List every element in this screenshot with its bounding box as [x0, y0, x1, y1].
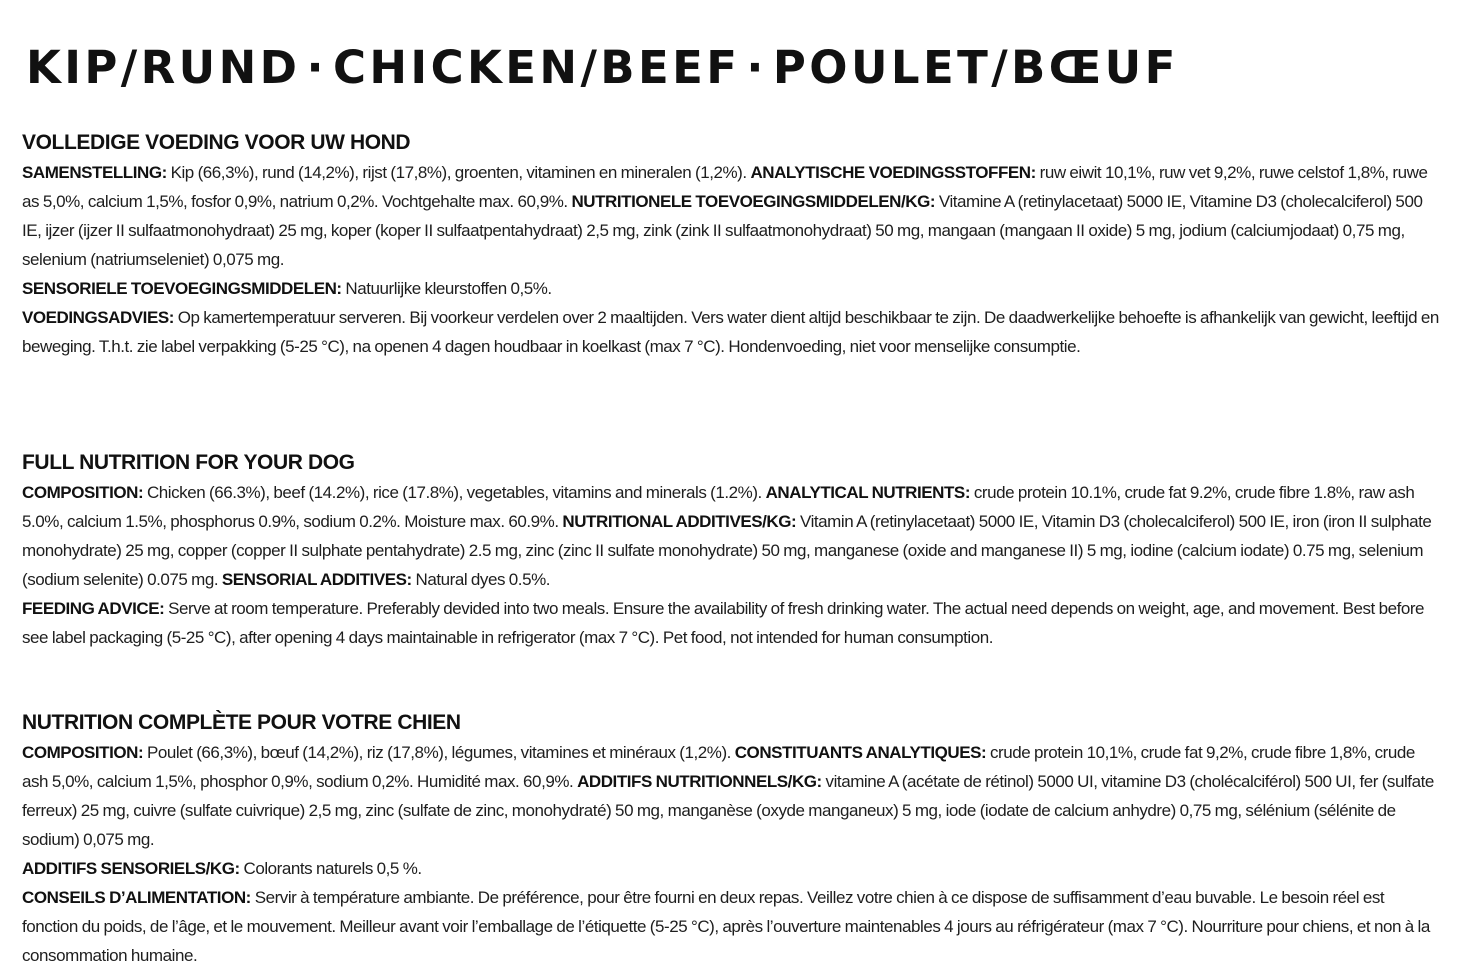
analytical-text: crude protein 10.1%, crude fat 9.2%, crude fibre 1.8%, raw ash 5.0%, calcium 1.5%, phosphorus 0.9%, sodium 0.2%. Moisture max. 60.9%.: [22, 483, 1415, 531]
advice-paragraph: [22, 594, 1442, 652]
composition-paragraph: [22, 158, 1442, 274]
advice-text: Op kamertemperatuur serveren. Bij voorkeur verdelen over 2 maaltijden. Vers water dient altijd beschikbaar te zijn. De daadwerkelijke behoefte is afhankelijk van gewicht, leeftijd en beweging. T.h.t. zie label verpakking (5-25 °C), na openen 4 dagen houdbaar in koelkast (max 7 °C). Hondenvoeding, niet voor menselijke consumptie.: [22, 308, 1439, 356]
composition-text: Poulet (66,3%), bœuf (14,2%), riz (17,8%), légumes, vitamines et minéraux (1,2%).: [146, 743, 731, 762]
advice-paragraph: [22, 303, 1442, 361]
sensory-text: Natuurlijke kleurstoffen 0,5%.: [345, 279, 552, 298]
composition-text: Chicken (66.3%), beef (14.2%), rice (17.8%), vegetables, vitamins and minerals (1.2%).: [146, 483, 762, 502]
additives-text: Vitamine A (retinylacetaat) 5000 IE, Vitamine D3 (cholecalciferol) 500 IE, ijzer (ijzer II sulfaatmonohydraat) 25 mg, koper (koper II sulfaatpentahydraat) 2,5 mg, zink (zink II sulfaatmonohydraat) 50 mg, mangaan (mangaan II oxide) 5 mg, jodium (calciumjodaat) 0,75 mg, selenium (natriumseleniet) 0,075 mg.: [22, 192, 1423, 269]
analytical-label: CONSTITUANTS ANALYTIQUES:: [734, 743, 987, 762]
product-title: [26, 38, 1179, 98]
composition-paragraph: [22, 478, 1442, 594]
title-french: POULET/BŒUF: [772, 41, 1179, 94]
composition-label: COMPOSITION:: [22, 743, 144, 762]
composition-text: Kip (66,3%), rund (14,2%), rijst (17,8%), groenten, vitaminen en mineralen (1,2%).: [170, 163, 747, 182]
composition-label: SAMENSTELLING:: [22, 163, 167, 182]
analytical-text: ruw eiwit 10,1%, ruw vet 9,2%, ruwe celstof 1,8%, ruwe as 5,0%, calcium 1,5%, fosfor 0,9%, natrium 0,2%. Vochtgehalte max. 60,9%.: [22, 163, 1428, 211]
composition-label: COMPOSITION:: [22, 483, 144, 502]
advice-text: Serve at room temperature. Preferably devided into two meals. Ensure the availability of fresh drinking water. The actual need depends on weight, age, and movement. Best before see label packaging (5-25 °C), after opening 4 days maintainable in refrigerator (max 7 °C). Pet food, not intended for human consumption.: [22, 599, 1425, 647]
additives-text: vitamine A (acétate de rétinol) 5000 UI, vitamine D3 (cholécalciférol) 500 UI, fer (sulfate ferreux) 25 mg, cuivre (sulfate cuivrique) 2,5 mg, zinc (sulfate de zinc, monohydraté) 50 mg, manganèse (oxyde manganeux) 5 mg, iode (iodate de calcium anhydre) 0,75 mg, sélénium (sélénite de sodium) 0,075 mg.: [22, 772, 1434, 849]
sensory-label: SENSORIELE TOEVOEGINGSMIDDELEN:: [22, 279, 342, 298]
advice-text: Servir à température ambiante. De préférence, pour être fourni en deux repas. Veillez votre chien à ce dispose de suffisamment d’eau buvable. Le besoin réel est fonction du poids, de l’âge, et le mouvement. Meilleur avant voir l’emballage de l’étiquette (5-25 °C), après l’ouverture maintenables 4 jours au réfrigérateur (max 7 °C). Nourriture pour chiens, et non à la consommation humaine.: [22, 888, 1430, 965]
sensory-paragraph: [22, 854, 1442, 883]
title-separator: ·: [306, 41, 327, 94]
sensory-paragraph: [22, 274, 1442, 303]
composition-paragraph: [22, 738, 1442, 854]
title-dutch: KIP/RUND: [26, 41, 301, 94]
section-heading: NUTRITION COMPLÈTE POUR VOTRE CHIEN: [22, 711, 461, 734]
sensory-label: ADDITIFS SENSORIELS/KG:: [22, 859, 240, 878]
sensory-text: Colorants naturels 0,5 %.: [243, 859, 422, 878]
additives-text: Vitamin A (retinylacetaat) 5000 IE, Vitamin D3 (cholecalciferol) 500 IE, iron (iron II sulphate monohydrate) 25 mg, copper (copper II sulphate pentahydrate) 2.5 mg, zinc (zinc II sulfate monohydrate) 50 mg, manganese (oxide and manganese II) 5 mg, iodine (calcium iodate) 0.75 mg, selenium (sodium selenite) 0.075 mg.: [22, 512, 1432, 589]
section-heading: VOLLEDIGE VOEDING VOOR UW HOND: [22, 131, 411, 154]
additives-label: ADDITIFS NUTRITIONNELS/KG:: [577, 772, 822, 791]
title-separator: ·: [746, 41, 767, 94]
advice-label: CONSEILS D’ALIMENTATION:: [22, 888, 251, 907]
additives-label: NUTRITIONAL ADDITIVES/KG:: [562, 512, 797, 531]
french-section: [22, 708, 1442, 970]
sensory-label: SENSORIAL ADDITIVES:: [221, 570, 412, 589]
analytical-text: crude protein 10,1%, crude fat 9,2%, crude fibre 1,8%, crude ash 5,0%, calcium 1,5%, phosphor 0,9%, sodium 0,2%. Humidité max. 60,9%.: [22, 743, 1415, 791]
english-section: [22, 448, 1442, 652]
sensory-text: Natural dyes 0.5%.: [415, 570, 551, 589]
additives-label: NUTRITIONELE TOEVOEGINGSMIDDELEN/KG:: [571, 192, 936, 211]
advice-label: FEEDING ADVICE:: [22, 599, 165, 618]
analytical-label: ANALYTISCHE VOEDINGSSTOFFEN:: [750, 163, 1036, 182]
advice-label: VOEDINGSADVIES:: [22, 308, 174, 327]
section-heading: FULL NUTRITION FOR YOUR DOG: [22, 451, 355, 474]
advice-paragraph: [22, 883, 1442, 970]
title-english: CHICKEN/BEEF: [332, 41, 741, 94]
analytical-label: ANALYTICAL NUTRIENTS:: [765, 483, 971, 502]
dutch-section: [22, 128, 1442, 361]
